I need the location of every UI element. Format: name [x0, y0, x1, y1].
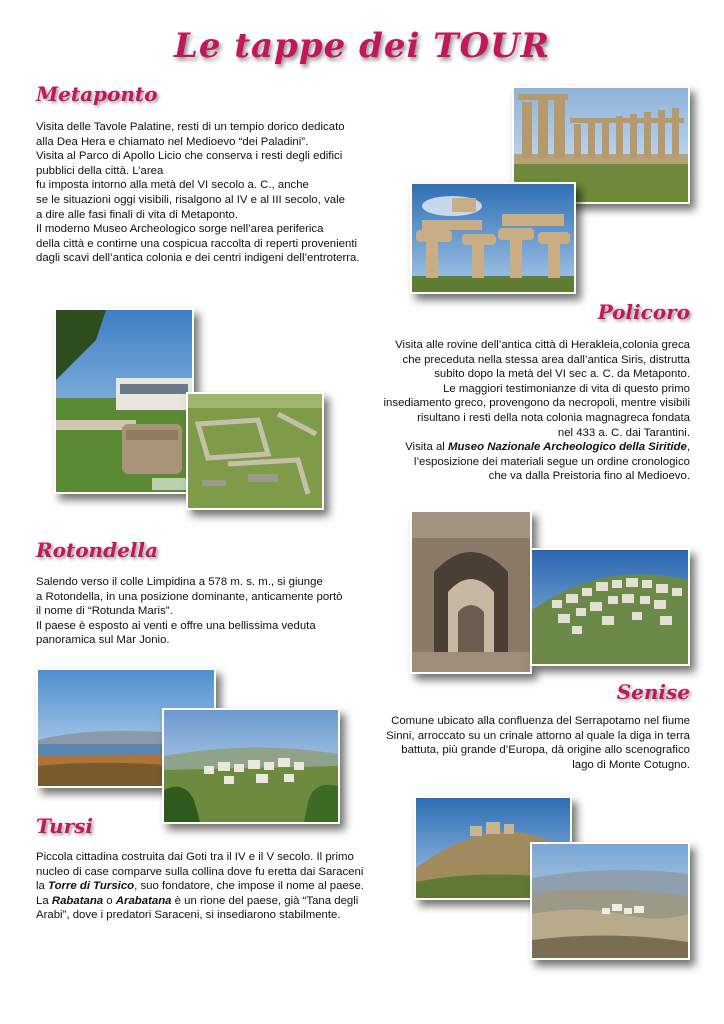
text-line: che va dalla Preistoria fino al Medioevo.	[488, 470, 690, 483]
senise-text	[386, 714, 690, 772]
text-fragment: o	[103, 894, 116, 907]
torre-di-tursico: Torre di Tursico	[48, 880, 135, 893]
text-line: nel 433 a. C. dai Tarantini.	[557, 426, 690, 439]
museum-name: Museo Nazionale Archeologico della Siritide	[447, 441, 687, 454]
text-line: che preceduta nella stessa area dall’antica Siris, distrutta	[402, 353, 690, 366]
text-line	[36, 894, 364, 909]
photo-museo-siritide	[54, 308, 194, 494]
text-fragment: Visita al	[405, 441, 448, 454]
text-line: Visita delle Tavole Palatine, resti di un tempio dorico dedicato	[36, 121, 345, 133]
arabatana: Arabatana	[115, 894, 172, 907]
photo-rotondella-arches	[410, 510, 532, 674]
text-line: se le situazioni oggi visibili, risalgono al IV e al III secolo, vale	[36, 193, 345, 206]
text-line: dagli scavi dell’antica colonia e dei centri indigeni dell’entroterra.	[36, 252, 360, 265]
text-line: subito dopo la metà del VI sec a. C. da Metaponto.	[434, 368, 690, 381]
text-line: Visita alle rovine dell’antica città di Herakleia,colonia greca	[395, 339, 690, 351]
text-line: battuta, più grande d’Europa, dà origine allo scenografico	[401, 744, 690, 757]
text-line: pubblici della città. L’area	[36, 164, 164, 177]
text-line: Il paese è esposto ai venti e offre una bellissima veduta	[36, 619, 316, 632]
tursi-text	[36, 850, 364, 923]
text-fragment: La	[36, 894, 52, 907]
text-line: il nome di “Rotunda Maris”.	[36, 605, 173, 618]
text-line: insediamento greco, provengono da necropoli, mentre visibili	[383, 397, 690, 410]
text-line: risultano i resti della nota colonia magnagreca fondata	[417, 411, 690, 424]
photo-column-capitals	[410, 182, 576, 294]
text-line: panoramica sul Mar Jonio.	[36, 634, 170, 647]
section-title-tursi: Tursi	[36, 814, 93, 838]
text-line: Arabi”, dove i predatori Saraceni, si insediarono stabilmente.	[36, 909, 341, 922]
page-title: Le tappe dei TOUR	[173, 26, 551, 66]
section-title-metaponto: Metaponto	[36, 82, 158, 106]
metaponto-text	[36, 120, 360, 266]
text-line: nucleo di case comparve sulla collina dove fu eretta dai Saraceni	[36, 865, 364, 878]
text-line: a dire alle fasi finali di vita di Metaponto.	[36, 208, 238, 221]
text-line: Visita al Parco di Apollo Licio che conserva i resti degli edifici	[36, 150, 343, 163]
section-title-policoro: Policoro	[597, 300, 690, 324]
text-line: Sinni, arroccato su un crinale attorno al quale la diga in terra	[386, 729, 690, 742]
policoro-text	[384, 338, 690, 484]
text-line: Il moderno Museo Archeologico sorge nell’area periferica	[36, 223, 324, 236]
photo-rabatana-valley	[530, 842, 690, 960]
text-fragment: è un rione del paese, già “Tana degli	[171, 894, 359, 907]
text-fragment: la	[36, 880, 49, 893]
text-line: Comune ubicato alla confluenza del Serrapotamo nel fiume	[391, 715, 690, 727]
rotondella-text	[36, 575, 343, 648]
text-line	[36, 879, 364, 894]
text-line: l’esposizione dei materiali segue un ordine cronologico	[413, 455, 690, 468]
section-title-senise: Senise	[616, 680, 690, 704]
text-line: fu imposta intorno alla metà del VI secolo a. C., anche	[36, 179, 309, 192]
photo-herakleia-ruins	[186, 392, 324, 510]
rabatana: Rabatana	[51, 894, 104, 907]
text-fragment: , suo fondatore, che impose il nome al paese.	[134, 880, 364, 893]
photo-senise-town	[162, 708, 340, 824]
text-line: Piccola cittadina costruita dai Goti tra il IV e il V secolo. Il primo	[36, 851, 354, 863]
text-line	[384, 440, 690, 455]
text-line: alla Dea Hera e chiamato nel Medioevo “dei Paladini”.	[36, 135, 309, 148]
text-line: Le maggiori testimonianze di vita di questo primo	[443, 382, 690, 395]
text-line: lago di Monte Cotugno.	[572, 758, 690, 771]
text-line: a Rotondella, in una posizione dominante, anticamente portò	[36, 590, 343, 603]
text-line: Salendo verso il colle Limpidina a 578 m. s. m., si giunge	[36, 576, 323, 588]
section-title-rotondella: Rotondella	[36, 538, 158, 562]
text-line: della città e contirne una cospicua raccolta di reperti provenienti	[36, 237, 358, 250]
text-fragment: ,	[686, 441, 690, 454]
photo-rotondella-town	[530, 548, 690, 666]
